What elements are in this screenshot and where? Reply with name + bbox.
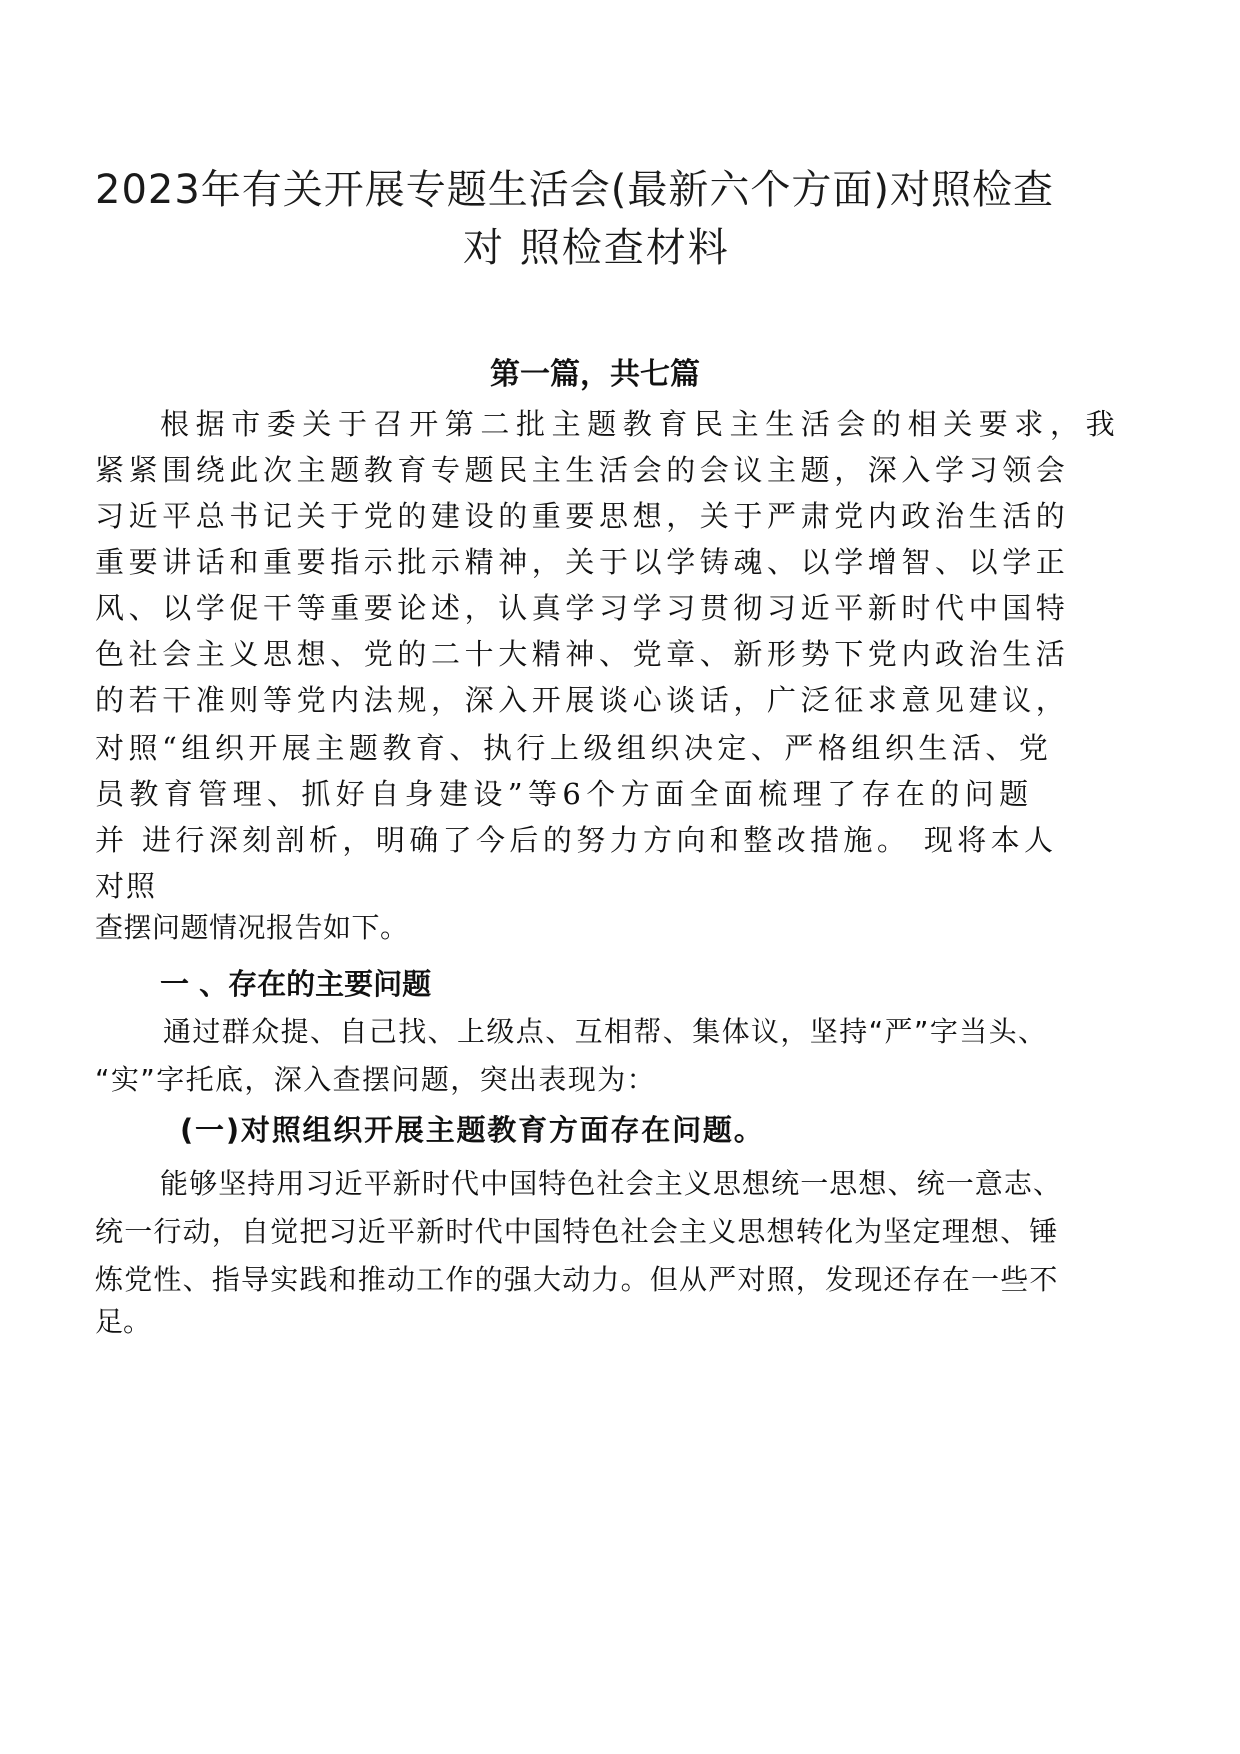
subsection-line: 足。: [95, 1305, 152, 1338]
section-line: 通过群众提、自己找、上级点、互相帮、集体议，坚持“严”字当头、: [163, 1015, 1048, 1048]
intro-line: 根据市委关于召开第二批主题教育民主生活会的相关要求，我: [160, 407, 1122, 441]
document-title-line-1: 2023年有关开展专题生活会(最新六个方面)对照检查: [95, 167, 1055, 213]
subsection-line: 炼党性、指导实践和推动工作的强大动力。但从严对照，发现还存在一些不: [95, 1263, 1059, 1296]
subsection-heading-theme-education: (一)对照组织开展主题教育方面存在问题。: [180, 1113, 765, 1147]
section-line: “实”字托底，深入查摆问题，突出表现为：: [95, 1063, 657, 1096]
intro-line: 对照: [95, 869, 158, 903]
intro-line: 的若干准则等党内法规，深入开展谈心谈话，广泛征求意见建议，: [95, 683, 1070, 717]
intro-line: 对照“组织开展主题教育、执行上级组织决定、严格组织生活、党: [95, 731, 1053, 765]
intro-line: 习近平总书记关于党的建设的重要思想，关于严肃党内政治生活的: [95, 499, 1070, 533]
section-heading-main-problems: 一 、存在的主要问题: [160, 967, 432, 1001]
intro-line: 重要讲话和重要指示批示精神，关于以学铸魂、以学增智、以学正: [95, 545, 1070, 579]
intro-line: 员教育管理、抓好自身建设”等6个方面全面梳理了存在的问题: [95, 777, 1034, 811]
intro-line: 风、以学促干等重要论述，认真学习学习贯彻习近平新时代中国特: [95, 591, 1070, 625]
subsection-line: 统一行动，自觉把习近平新时代中国特色社会主义思想转化为坚定理想、锤: [95, 1215, 1059, 1248]
intro-line: 紧紧围绕此次主题教育专题民主生活会的会议主题，深入学习领会: [95, 453, 1070, 487]
intro-line: 查摆问题情况报告如下。: [95, 911, 409, 944]
intro-line: 色社会主义思想、党的二十大精神、党章、新形势下党内政治生活: [95, 637, 1070, 671]
part-label: 第一篇，共七篇: [490, 357, 700, 392]
intro-line: 并 进行深刻剖析，明确了今后的努力方向和整改措施。 现将本人: [95, 823, 1058, 857]
document-title-line-2: 对 照检查材料: [463, 225, 730, 271]
subsection-line: 能够坚持用习近平新时代中国特色社会主义思想统一思想、统一意志、: [160, 1167, 1063, 1200]
